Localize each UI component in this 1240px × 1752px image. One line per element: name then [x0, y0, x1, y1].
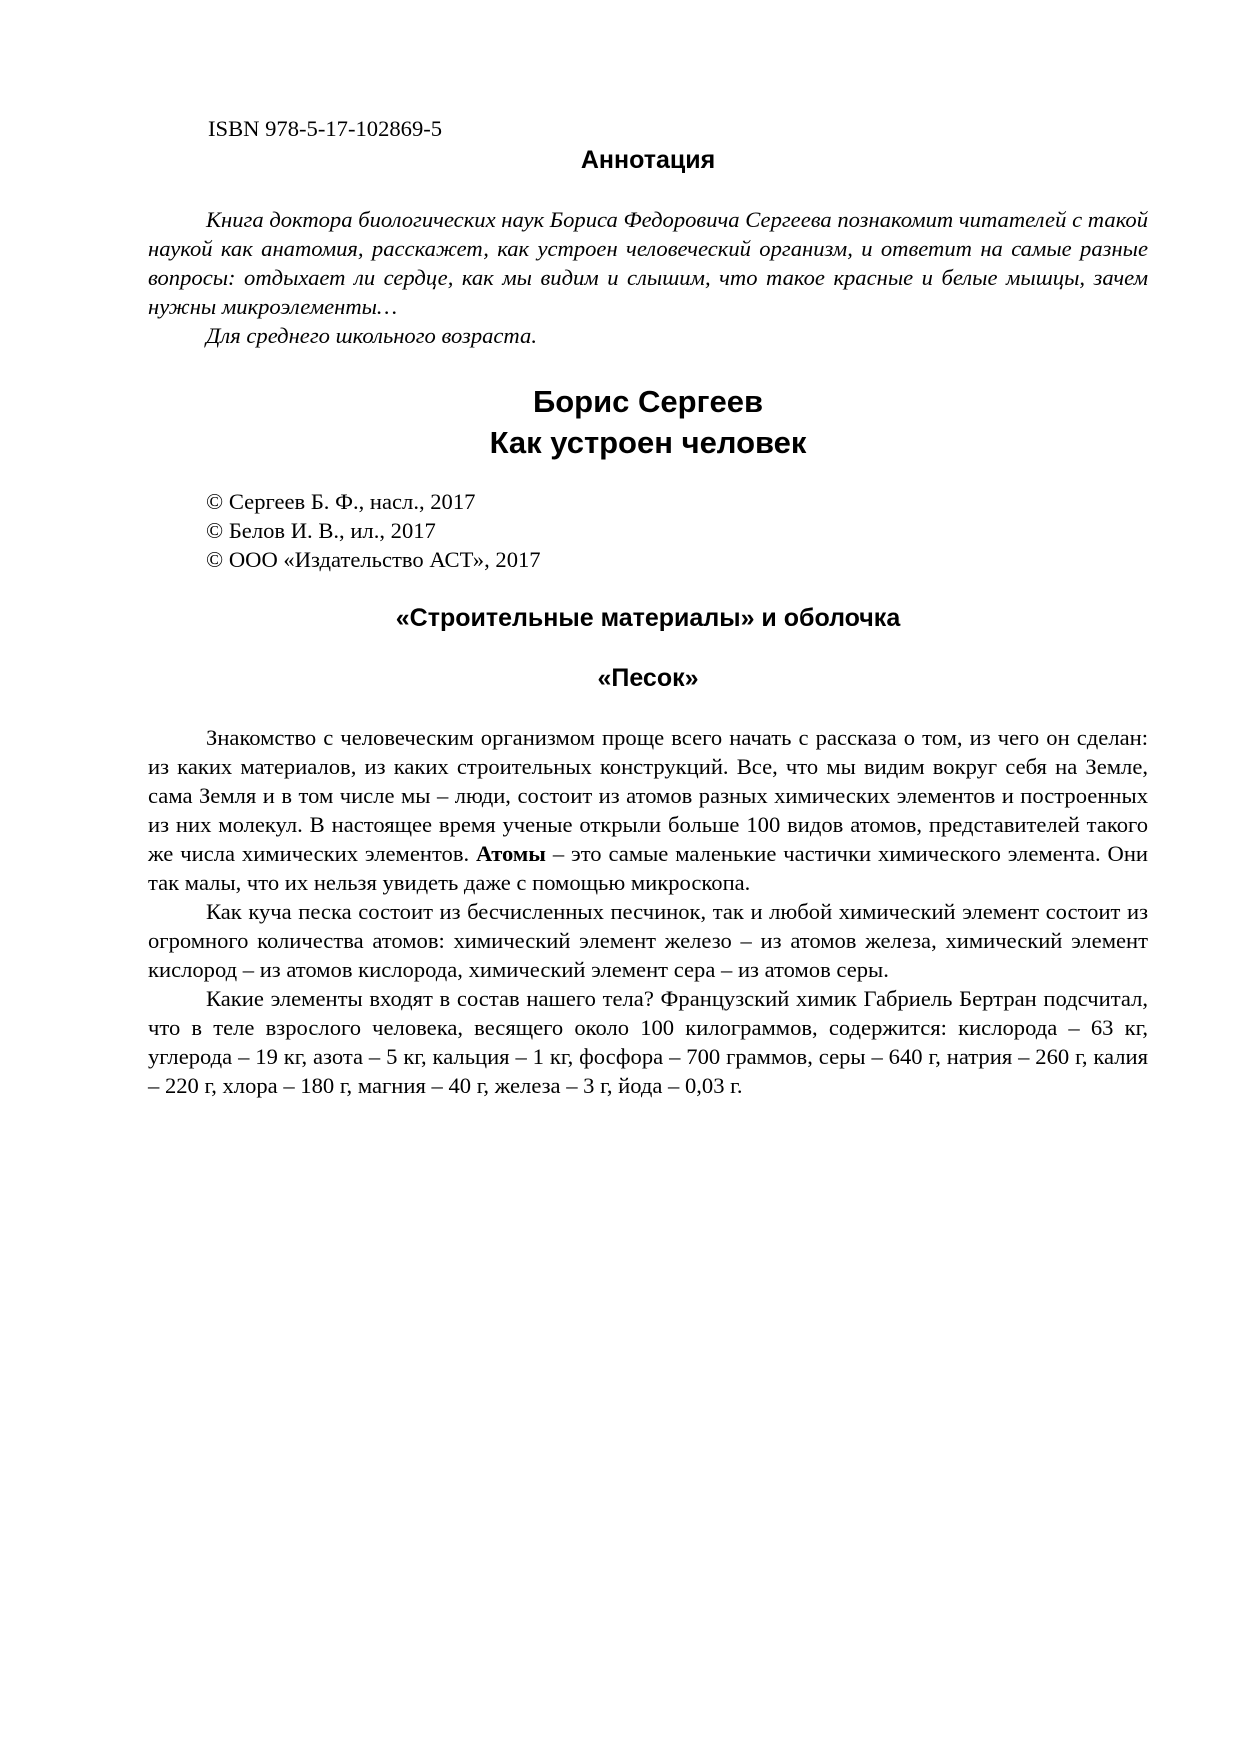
- bold-term-atoms: Атомы: [476, 841, 546, 866]
- book-page: [148, 0, 1148, 1752]
- copyright-list: [206, 487, 541, 574]
- annotation-title: Аннотация: [580, 146, 716, 174]
- book-title: Как устроен человек: [489, 425, 807, 460]
- chapter-title: «Строительные материалы» и оболочка: [395, 604, 901, 632]
- copyright-line: © ООО «Издательство АСТ», 2017: [206, 547, 541, 572]
- copyright-line: © Сергеев Б. Ф., насл., 2017: [206, 489, 476, 514]
- annotation-text: Книга доктора биологических наук Бориса Федоровича Сергеева познакомит читателей с такой наукой как анатомия, расскажет, как устроен человеческий организм, и ответит на самые разные вопросы: отдыхает ли сердце, как мы видим и слышим, что такое красные и белые мышцы, зачем нужны микроэлементы…: [148, 207, 1148, 319]
- chapter-body: [148, 723, 1148, 1100]
- paragraph-text: – это самые маленькие частички химического элемента. Они так малы, что их нельзя увидеть даже с помощью микроскопа.: [148, 841, 1148, 895]
- book-heading: [148, 381, 1148, 463]
- body-paragraph: [148, 723, 1148, 897]
- annotation-age: Для среднего школьного возраста.: [206, 323, 537, 348]
- copyright-line: © Белов И. В., ил., 2017: [206, 518, 436, 543]
- isbn-line: ISBN 978-5-17-102869-5: [208, 116, 443, 141]
- paragraph-text: Знакомство с человеческим организмом проще всего начать с рассказа о том, из чего он сделан: из каких материалов, из каких строительных конструкций. Все, что мы видим вокруг себя на Земле, сама Земля и в том числе мы – люди, состоит из атомов разных химических элементов и построенных из них молекул. В настоящее время ученые открыли больше 100 видов атомов, представителей такого же числа химических элементов.: [148, 725, 1148, 866]
- book-author: Борис Сергеев: [532, 384, 764, 419]
- body-paragraph: Как куча песка состоит из бесчисленных песчинок, так и любой химический элемент состоит из огромного количества атомов: химический элемент железо – из атомов железа, химический элемент кислород – из атомов кислорода, химический элемент сера – из атомов серы.: [148, 899, 1148, 982]
- body-paragraph: Какие элементы входят в состав нашего тела? Французский химик Габриель Бертран подсчитал, что в теле взрослого человека, весящего около 100 килограммов, содержится: кислорода – 63 кг, углерода – 19 кг, азота – 5 кг, кальция – 1 кг, фосфора – 700 граммов, серы – 640 г, натрия – 260 г, калия – 220 г, хлора – 180 г, магния – 40 г, железа – 3 г, йода – 0,03 г.: [148, 986, 1148, 1098]
- section-title: «Песок»: [597, 664, 699, 692]
